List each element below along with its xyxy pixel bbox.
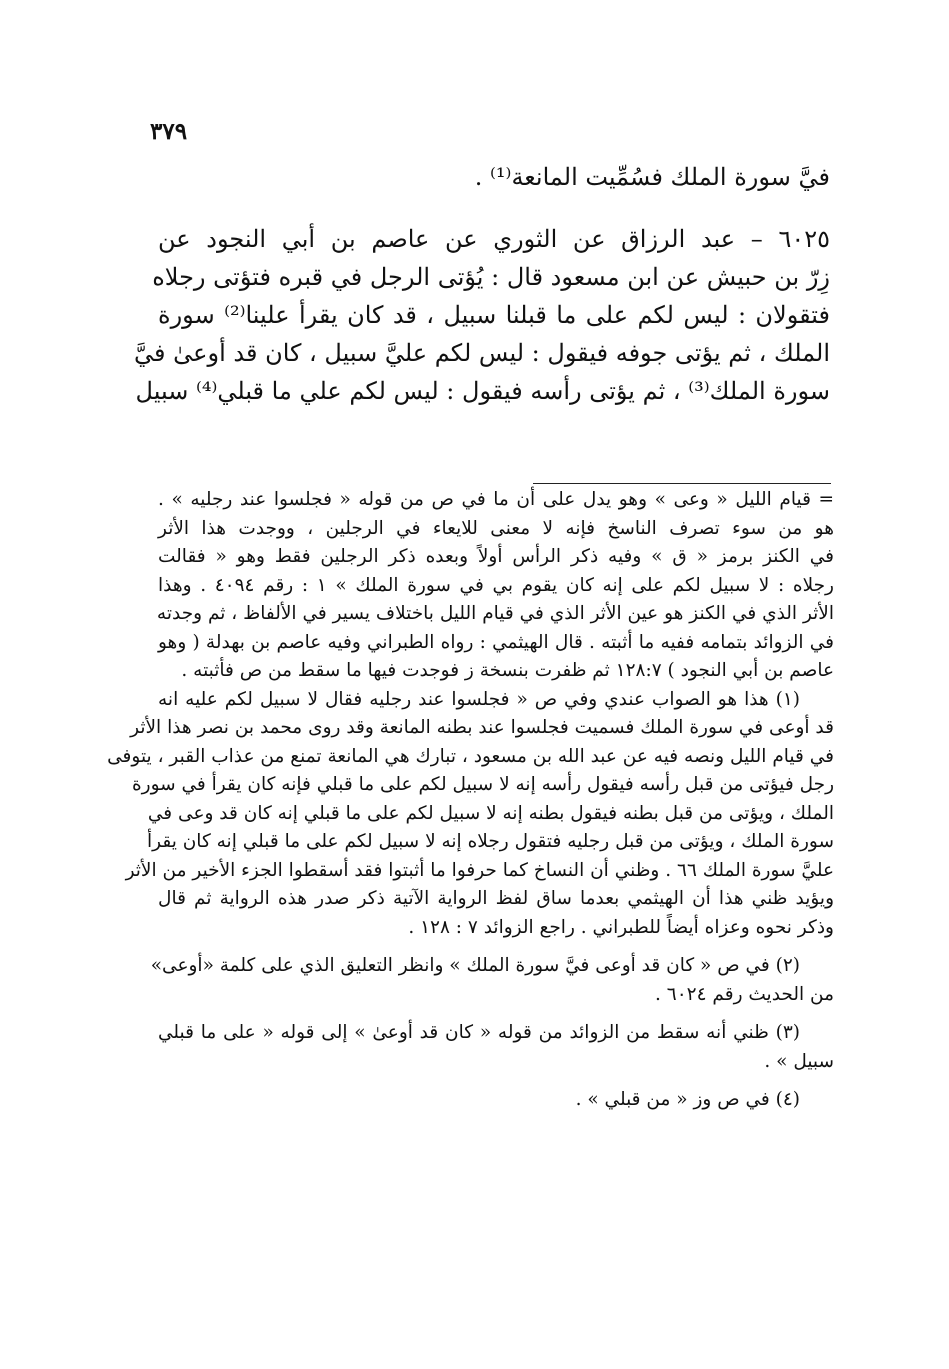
hadith-line: الملك ، ثم يؤتى جوفه فيقول : ليس لكم عليَّ سبيل ، كان قد أوعىٰ فيَّ [134,339,830,367]
page-number: ٣٧٩ [150,118,188,145]
note-1-line: عليَّ سورة الملك ٦٦ . وظني أن النساخ كما حرفوا ما أثبتوا فقد أسقطوا الجزء الأخير من الأثر [125,859,834,881]
note-3-line: (٣) ظني أنه سقط من الزوائد من قوله « كان قد أوعىٰ » إلى قوله « على ما قبلي [158,1022,800,1043]
footnote-line: = قيام الليل « وعى » وهو يدل على أن ما في ص من قوله « فجلسوا عند رجليه » . [158,489,834,510]
footnote-line: في الكنز برمز « ق » وفيه ذكر الرأس أولاً وبعده ذكر الرجلين فقط وهو « فقالت [158,546,834,567]
text-line: فيَّ سورة الملك فسُمِّيت المانعة⁽¹⁾ . [474,163,830,191]
note-2-line: من الحديث رقم ٦٠٢٤ . [655,983,834,1005]
footnote-line: في الزوائد بتمامه ففيه ما أثبته . قال الهيثمي : رواه الطبراني وفيه عاصم بن بهدلة ( وهو [158,631,834,653]
note-1-line: سورة الملك ، ويؤتى من قبل رجليه فتقول رجلاه إنه لا سبيل لكم على ما قبلي إنه كان يقرأ [146,831,834,852]
note-1-line: قد أوعى في سورة الملك فسميت فجلسوا عند بطنه المانعة وقد روى محمد بن نصر هذا الأثر [130,717,834,738]
note-2-line: (٢) في ص « كان قد أوعى فيَّ سورة الملك » وانظر التعليق الذي على كلمة «أوعى» [150,955,800,976]
note-1-line: الملك ، ويؤتى من قبل بطنه فيقول بطنه إنه لا سبيل لكم على ما قبلي إنه كان قد وعى في [147,802,834,824]
note-1-line: وذكر نحوه وعزاه أيضاً للطبراني . راجع الزوائد ٧ : ١٢٨ . [408,916,834,938]
hadith-line: سورة الملك⁽³⁾ ، ثم يؤتى رأسه فيقول : ليس لكم علي ما قبلي⁽⁴⁾ سبيل [135,377,830,405]
note-1-line: رجل فيؤتى من قبل رأسه فيقول رأسه إنه لا سبيل لكم على ما قبلي فإنه كان يقرأ في سورة [131,774,834,795]
footnote-line: رجلاه : لا سبيل لكم على إنه كان يقوم بي في سورة الملك » ١ : رقم ٤٠٩٤ . وهذا [158,574,834,596]
footnote-line: هو من سوء تصرف الناسخ فإنه لا معنى للايعاء في الرجلين ، ووجدت هذا الأثر [158,517,834,539]
hadith-line: ٦٠٢٥ – عبد الرزاق عن الثوري عن عاصم بن أبي النجود عن [158,225,830,253]
footnote-line: عاصم بن أبي النجود ) ١٢٨:٧ ثم ظفرت بنسخة ز فوجدت فيها ما سقط من ص فأثبته . [181,660,834,681]
note-1-line: ويؤيد ظني هذا أن الهيثمي بعدما ساق لفظ الرواية الآتية ذكر صدر هذه الرواية ثم قال [158,888,834,909]
note-3-line: سبيل » . [764,1050,834,1072]
main-text [134,158,830,410]
footnote-line: الأثر الذي في الكنز هو عين الأثر الذي في قيام الليل باختلاف يسير في الألفاظ ، ثم وجدته [156,603,834,624]
note-4-line: (٤) في ص وز « من قبلي » . [575,1089,800,1110]
note-1-line: في قيام الليل ونصه فيه عن عبد الله بن مسعود ، تبارك هي المانعة تمنع من عذاب القبر ، يتوفى [107,745,834,767]
note-1-line: (١) هذا هو الصواب عندي وفي ص « فجلسوا عند رجليه فقال لا سبيل لكم عليه انه [158,688,800,710]
footnotes [107,486,834,1115]
hadith-line: فتقولان : ليس لكم على ما قبلنا سبيل ، قد كان يقرأ علينا⁽²⁾ سورة [158,301,830,329]
hadith-line: زِرّ بن حبيش عن ابن مسعود قال : يُؤتى الرجل في قبره فتؤتى رجلاه [152,263,830,291]
footnote-divider [533,483,831,484]
